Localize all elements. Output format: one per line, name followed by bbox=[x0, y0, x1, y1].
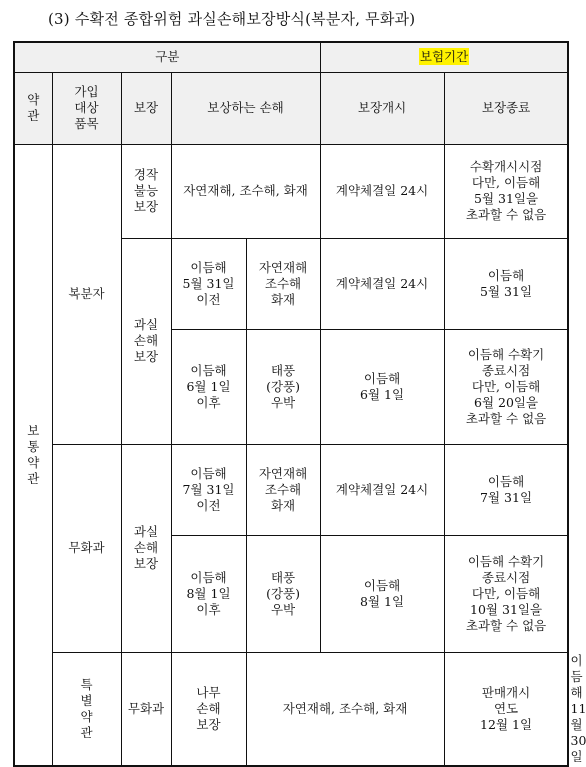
general-terms-label: 보 통 약 관 bbox=[14, 144, 52, 766]
header-gubun: 구분 bbox=[14, 42, 320, 72]
bokbunja-fruit-coverage: 과실 손해 보장 bbox=[121, 238, 171, 444]
bokbunja-before-loss: 자연재해 조수해 화재 bbox=[246, 238, 320, 329]
header-period-cell bbox=[320, 42, 568, 72]
bokbunja-cultivation-loss: 자연재해, 조수해, 화재 bbox=[171, 144, 320, 238]
header-target-item: 가입 대상 품목 bbox=[52, 72, 121, 144]
special-start: 판매개시 연도 12월 1일 bbox=[444, 652, 568, 766]
bokbunja-after-start: 이듬해 6월 1일 bbox=[320, 329, 444, 444]
bokbunja-cultivation-coverage: 경작 불능 보장 bbox=[121, 144, 171, 238]
special-tree-coverage: 나무 손해 보장 bbox=[171, 652, 246, 766]
header-loss: 보상하는 손해 bbox=[171, 72, 320, 144]
muhwagwa-after-end: 이듬해 수확기 종료시점 다만, 이듬해 10월 31일을 초과할 수 없음 bbox=[444, 535, 568, 652]
item-muhwagwa: 무화과 bbox=[52, 444, 121, 652]
muhwagwa-before-date: 이듬해 7월 31일 이전 bbox=[171, 444, 246, 535]
header-yakgwan: 약 관 bbox=[14, 72, 52, 144]
muhwagwa-before-end: 이듬해 7월 31일 bbox=[444, 444, 568, 535]
special-item-muhwagwa: 무화과 bbox=[121, 652, 171, 766]
special-terms-label: 특 별 약 관 bbox=[52, 652, 121, 766]
header-coverage: 보장 bbox=[121, 72, 171, 144]
bokbunja-after-end: 이듬해 수확기 종료시점 다만, 이듬해 6월 20일을 초과할 수 없음 bbox=[444, 329, 568, 444]
header-coverage-start: 보장개시 bbox=[320, 72, 444, 144]
insurance-period-table: 구분 보험기간 약 관 가입 대상 품목 보장 보상하는 손해 보장개시 보장종료 보 통 약 관 복분자 경작 불능 보장 자연재해, 조수해, 화재 계약체결일 24시 수확개시시점 다만, 이듬해 5월 31일을 초과할 수 없음 과실 손해 보장 이듬해 5월 31일 이전 자연재해 조수해 화재 계약체결일 24시 이듬해 5월 31일 이듬해 6월 1일 이후 태풍 (강풍) 우박 이듬해 6월 1일 이듬해 수확기 종료시점 다만, 이듬해 6월 20일을 초과할 수 없음 무화과 과실 손해 보장 이듬해 7월 31일 이전 자연재해 조수해 화재 계약체결일 24시 이듬해 7월 31일 이듬해 8월 1일 이후 태풍 (강풍) 우박 이듬해 8월 1일 이듬해 수확기 종료시점 다만, 이듬해 10월 31일을 초과할 수 없음 특 별 약 관 무화과 나무 손해 보장 자연재해, 조수해, 화재 판매개시 연도 12월 1일 이듬해 11월 30일 bbox=[13, 41, 569, 767]
document-title: (3) 수확전 종합위험 과실손해보장방식(복분자, 무화과) bbox=[48, 10, 416, 28]
special-loss: 자연재해, 조수해, 화재 bbox=[246, 652, 444, 766]
muhwagwa-fruit-coverage: 과실 손해 보장 bbox=[121, 444, 171, 652]
bokbunja-before-end: 이듬해 5월 31일 bbox=[444, 238, 568, 329]
muhwagwa-before-start: 계약체결일 24시 bbox=[320, 444, 444, 535]
bokbunja-after-loss: 태풍 (강풍) 우박 bbox=[246, 329, 320, 444]
item-bokbunja: 복분자 bbox=[52, 144, 121, 444]
muhwagwa-after-loss: 태풍 (강풍) 우박 bbox=[246, 535, 320, 652]
muhwagwa-after-date: 이듬해 8월 1일 이후 bbox=[171, 535, 246, 652]
muhwagwa-after-start: 이듬해 8월 1일 bbox=[320, 535, 444, 652]
bokbunja-before-date: 이듬해 5월 31일 이전 bbox=[171, 238, 246, 329]
header-coverage-end: 보장종료 bbox=[444, 72, 568, 144]
header-period: 보험기간 bbox=[419, 49, 469, 65]
bokbunja-cultivation-end: 수확개시시점 다만, 이듬해 5월 31일을 초과할 수 없음 bbox=[444, 144, 568, 238]
bokbunja-after-date: 이듬해 6월 1일 이후 bbox=[171, 329, 246, 444]
muhwagwa-before-loss: 자연재해 조수해 화재 bbox=[246, 444, 320, 535]
bokbunja-before-start: 계약체결일 24시 bbox=[320, 238, 444, 329]
bokbunja-cultivation-start: 계약체결일 24시 bbox=[320, 144, 444, 238]
